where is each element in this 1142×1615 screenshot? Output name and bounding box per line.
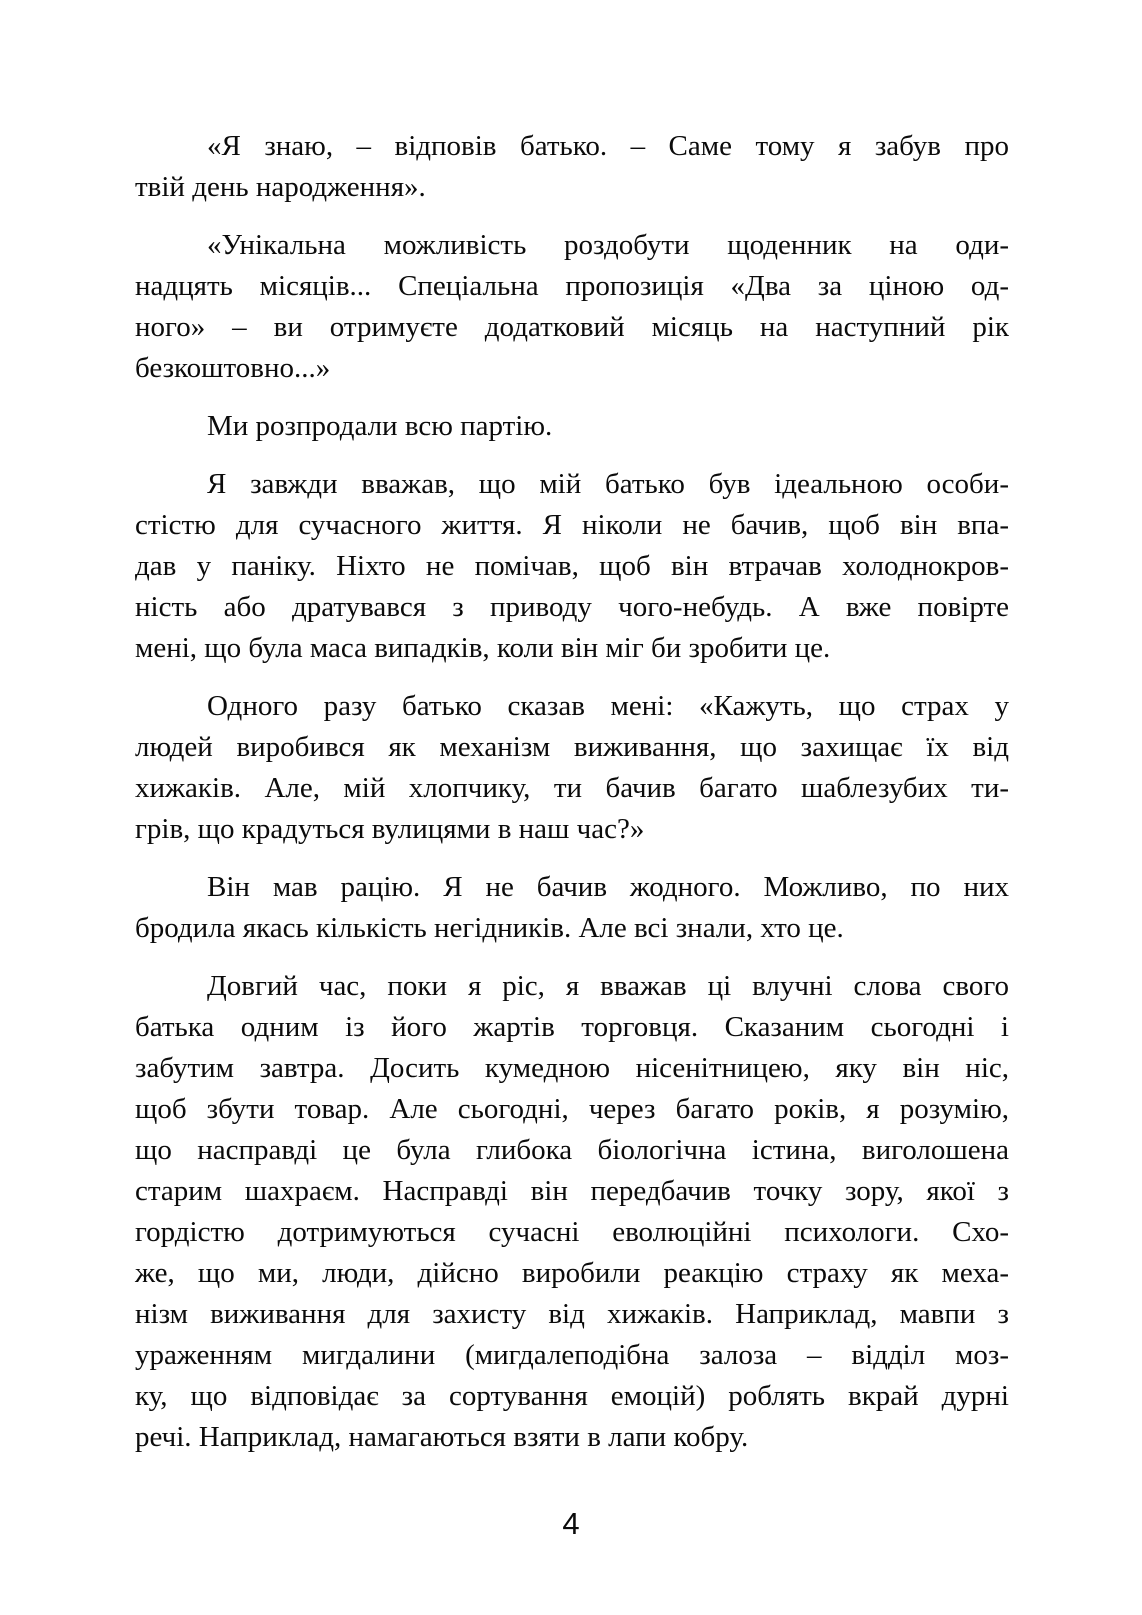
paragraph xyxy=(135,464,1009,669)
paragraph xyxy=(135,126,1009,208)
text-block xyxy=(135,126,1009,1475)
text-line: батька одним із його жартів торговця. Сказаним сьогодні і xyxy=(135,1011,1009,1043)
text-line: речі. Наприклад, намагаються взяти в лапи кобру. xyxy=(135,1421,749,1453)
text-line: «Я знаю, – відповів батько. – Саме тому я забув про xyxy=(207,130,1009,162)
text-line: надцять місяців... Спеціальна пропозиція «Два за ціною од- xyxy=(135,270,1009,302)
text-line: ку, що відповідає за сортування емоцій) роблять вкрай дурні xyxy=(135,1380,1009,1412)
text-line: Довгий час, поки я ріс, я вважав ці влучні слова свого xyxy=(207,970,1009,1002)
text-line: старим шахраєм. Насправді він передбачив точку зору, якої з xyxy=(135,1175,1009,1207)
text-line: ного» – ви отримуєте додатковий місяць на наступний рік xyxy=(135,311,1009,343)
page-number: 4 xyxy=(562,1506,580,1541)
text-line: «Унікальна можливість роздобути щоденник на оди- xyxy=(207,229,1009,261)
text-line: хижаків. Але, мій хлопчику, ти бачив багато шаблезубих ти- xyxy=(135,772,1009,804)
text-line: стістю для сучасного життя. Я ніколи не бачив, щоб він впа- xyxy=(135,509,1009,541)
text-line: забутим завтра. Досить кумедною нісенітницею, яку він ніс, xyxy=(135,1052,1009,1084)
text-line: бродила якась кількість негідників. Але всі знали, хто це. xyxy=(135,912,844,944)
text-line: безкоштовно...» xyxy=(135,352,331,384)
text-line: щоб збути товар. Але сьогодні, через багато років, я розумію, xyxy=(135,1093,1009,1125)
paragraph xyxy=(135,966,1009,1458)
text-line: Він мав рацію. Я не бачив жодного. Можливо, по них xyxy=(207,871,1009,903)
text-line: мені, що була маса випадків, коли він міг би зробити це. xyxy=(135,632,831,664)
text-line: ність або дратувався з приводу чого-небудь. А вже повірте xyxy=(135,591,1009,623)
text-line: твій день народження». xyxy=(135,171,426,203)
text-line: Одного разу батько сказав мені: «Кажуть, що страх у xyxy=(207,690,1009,722)
text-line: ураженням мигдалини (мигдалеподібна залоза – відділ моз- xyxy=(135,1339,1009,1371)
paragraph xyxy=(135,225,1009,389)
text-line: людей виробився як механізм виживання, що захищає їх від xyxy=(135,731,1009,763)
text-line: грів, що крадуться вулицями в наш час?» xyxy=(135,813,645,845)
text-line: же, що ми, люди, дійсно виробили реакцію страху як меха- xyxy=(135,1257,1009,1289)
text-line: що насправді це була глибока біологічна істина, виголошена xyxy=(135,1134,1009,1166)
paragraph xyxy=(135,867,1009,949)
paragraph xyxy=(135,686,1009,850)
text-line: Ми розпродали всю партію. xyxy=(207,410,553,442)
text-line: дав у паніку. Ніхто не помічав, щоб він втрачав холоднокров- xyxy=(135,550,1009,582)
text-line: нізм виживання для захисту від хижаків. Наприклад, мавпи з xyxy=(135,1298,1009,1330)
paragraph xyxy=(135,406,1009,447)
text-line: гордістю дотримуються сучасні еволюційні психологи. Схо- xyxy=(135,1216,1009,1248)
text-line: Я завжди вважав, що мій батько був ідеальною особи- xyxy=(207,468,1009,500)
